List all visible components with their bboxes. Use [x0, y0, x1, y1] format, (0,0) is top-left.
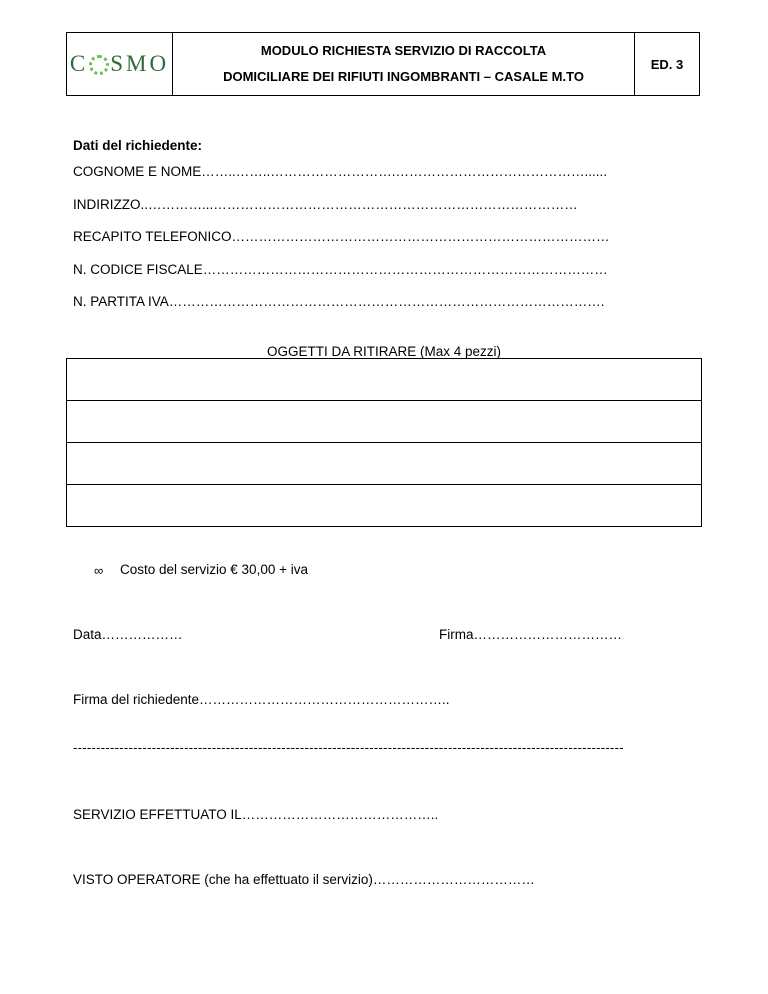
table-row — [67, 485, 702, 527]
name-field[interactable]: COGNOME E NOME……..……..……………………….……………………………………...... — [73, 164, 608, 179]
cut-divider: ----------------------------------------------------------------------------------------------------------------------- — [73, 740, 624, 755]
form-title — [173, 33, 635, 95]
item-cell-3[interactable] — [67, 443, 702, 485]
signature-field[interactable]: Firma…………………………… — [439, 627, 622, 642]
item-cell-2[interactable] — [67, 401, 702, 443]
edition-label: ED. 3 — [650, 56, 684, 72]
vat-number-field[interactable]: N. PARTITA IVA……………………………………………………………………………………. — [73, 294, 605, 309]
item-cell-4[interactable] — [67, 485, 702, 527]
table-row — [67, 401, 702, 443]
phone-field[interactable]: RECAPITO TELEFONICO………………………………………………………………………… — [73, 229, 610, 244]
items-table — [66, 358, 702, 527]
applicant-section-title: Dati del richiedente: — [73, 138, 203, 153]
date-field[interactable]: Data……………… — [73, 627, 183, 642]
logo-mark-icon — [89, 55, 109, 75]
table-row — [67, 443, 702, 485]
form-header — [66, 32, 700, 96]
items-table-title: OGGETTI DA RITIRARE (Max 4 pezzi) — [266, 344, 502, 359]
requester-signature-field[interactable]: Firma del richiedente……………………………………………….. — [73, 692, 450, 707]
form-title-line2: DOMICILIARE DEI RIFIUTI INGOMBRANTI – CASALE M.TO — [223, 69, 584, 84]
logo-cell — [67, 33, 173, 95]
service-cost: Costo del servizio € 30,00 + iva — [120, 562, 308, 577]
operator-field[interactable]: VISTO OPERATORE (che ha effettuato il servizio)……………………………… — [73, 872, 535, 887]
service-date-field[interactable]: SERVIZIO EFFETTUATO IL…………………………………….. — [73, 807, 439, 822]
tax-code-field[interactable]: N. CODICE FISCALE……………………………………………………………………………… — [73, 262, 608, 277]
item-cell-1[interactable] — [67, 359, 702, 401]
logo-text-left: C — [69, 51, 89, 76]
bullet-icon: ∞ — [94, 563, 104, 578]
table-row — [67, 359, 702, 401]
form-title-line1: MODULO RICHIESTA SERVIZIO DI RACCOLTA — [260, 43, 547, 58]
cosmo-logo — [70, 51, 169, 77]
address-field[interactable]: INDIRIZZO..…………...……………………………………………………………………… — [73, 197, 578, 212]
logo-text-right: SMO — [110, 51, 170, 76]
